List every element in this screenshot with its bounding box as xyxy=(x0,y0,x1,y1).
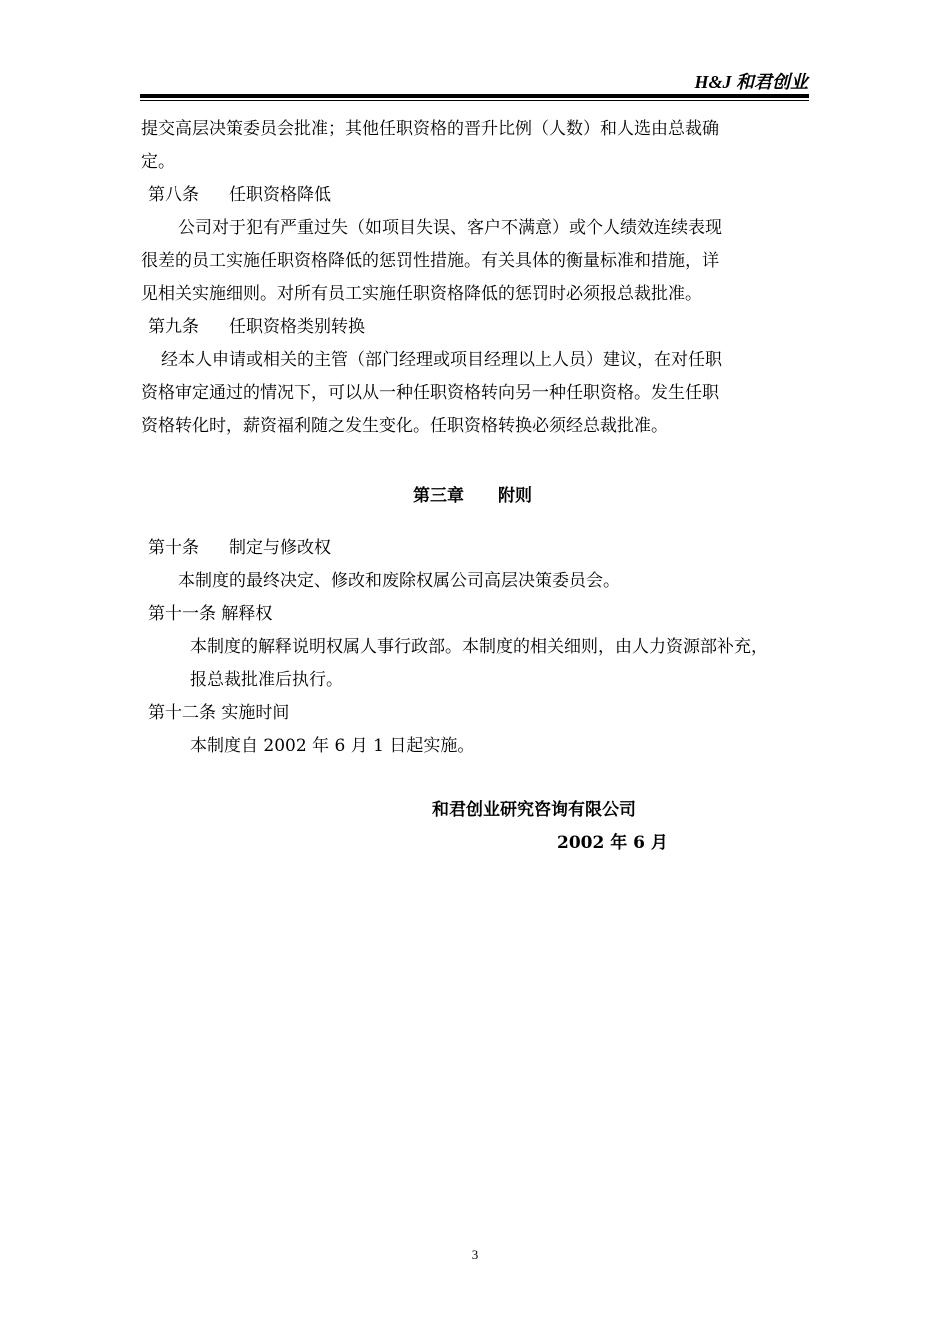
chapter-3-title xyxy=(413,485,532,507)
paragraph-line: 见相关实施细则。对所有员工实施任职资格降低的惩罚时必须报总裁批准。 xyxy=(141,284,702,304)
article-number: 第九条 xyxy=(148,317,199,337)
signature-date: 2002 年 6 月 xyxy=(557,833,668,853)
article-9-title xyxy=(148,316,365,338)
article-10-title xyxy=(148,537,331,559)
article-number: 第十条 xyxy=(148,538,199,558)
paragraph-line: 提交高层决策委员会批准；其他任职资格的晋升比例（人数）和人选由总裁确 xyxy=(141,119,719,139)
paragraph-line: 资格审定通过的情况下，可以从一种任职资格转向另一种任职资格。发生任职 xyxy=(141,383,719,403)
article-8-title xyxy=(148,184,331,206)
paragraph-line: 本制度的最终决定、修改和废除权属公司高层决策委员会。 xyxy=(178,571,620,591)
paragraph-line: 资格转化时，薪资福利随之发生变化。任职资格转换必须经总裁批准。 xyxy=(141,416,668,436)
header-rule-thick xyxy=(140,94,809,98)
page-number: 3 xyxy=(471,1247,479,1262)
paragraph-line: 本制度的解释说明权属人事行政部。本制度的相关细则，由人力资源部补充， xyxy=(190,637,768,657)
signature-company: 和君创业研究咨询有限公司 xyxy=(432,800,636,820)
paragraph-line: 定。 xyxy=(141,152,175,172)
header-rule-thin xyxy=(140,100,809,101)
header-title: H&J 和君创业 xyxy=(694,72,808,92)
chapter-name: 附则 xyxy=(498,486,532,506)
paragraph-line: 很差的员工实施任职资格降低的惩罚性措施。有关具体的衡量标准和措施，详 xyxy=(141,251,719,271)
article-12-title: 第十二条 实施时间 xyxy=(148,703,290,723)
paragraph-line: 本制度自 2002 年 6 月 1 日起实施。 xyxy=(190,736,475,756)
chapter-number: 第三章 xyxy=(413,486,464,506)
article-name: 制定与修改权 xyxy=(229,538,331,558)
paragraph-line: 报总裁批准后执行。 xyxy=(190,670,343,690)
article-name: 任职资格降低 xyxy=(229,185,331,205)
article-name: 任职资格类别转换 xyxy=(229,317,365,337)
paragraph-line: 公司对于犯有严重过失（如项目失误、客户不满意）或个人绩效连续表现 xyxy=(178,218,722,238)
paragraph-line: 经本人申请或相关的主管（部门经理或项目经理以上人员）建议，在对任职 xyxy=(161,350,722,370)
article-11-title: 第十一条 解释权 xyxy=(148,604,273,624)
article-number: 第八条 xyxy=(148,185,199,205)
